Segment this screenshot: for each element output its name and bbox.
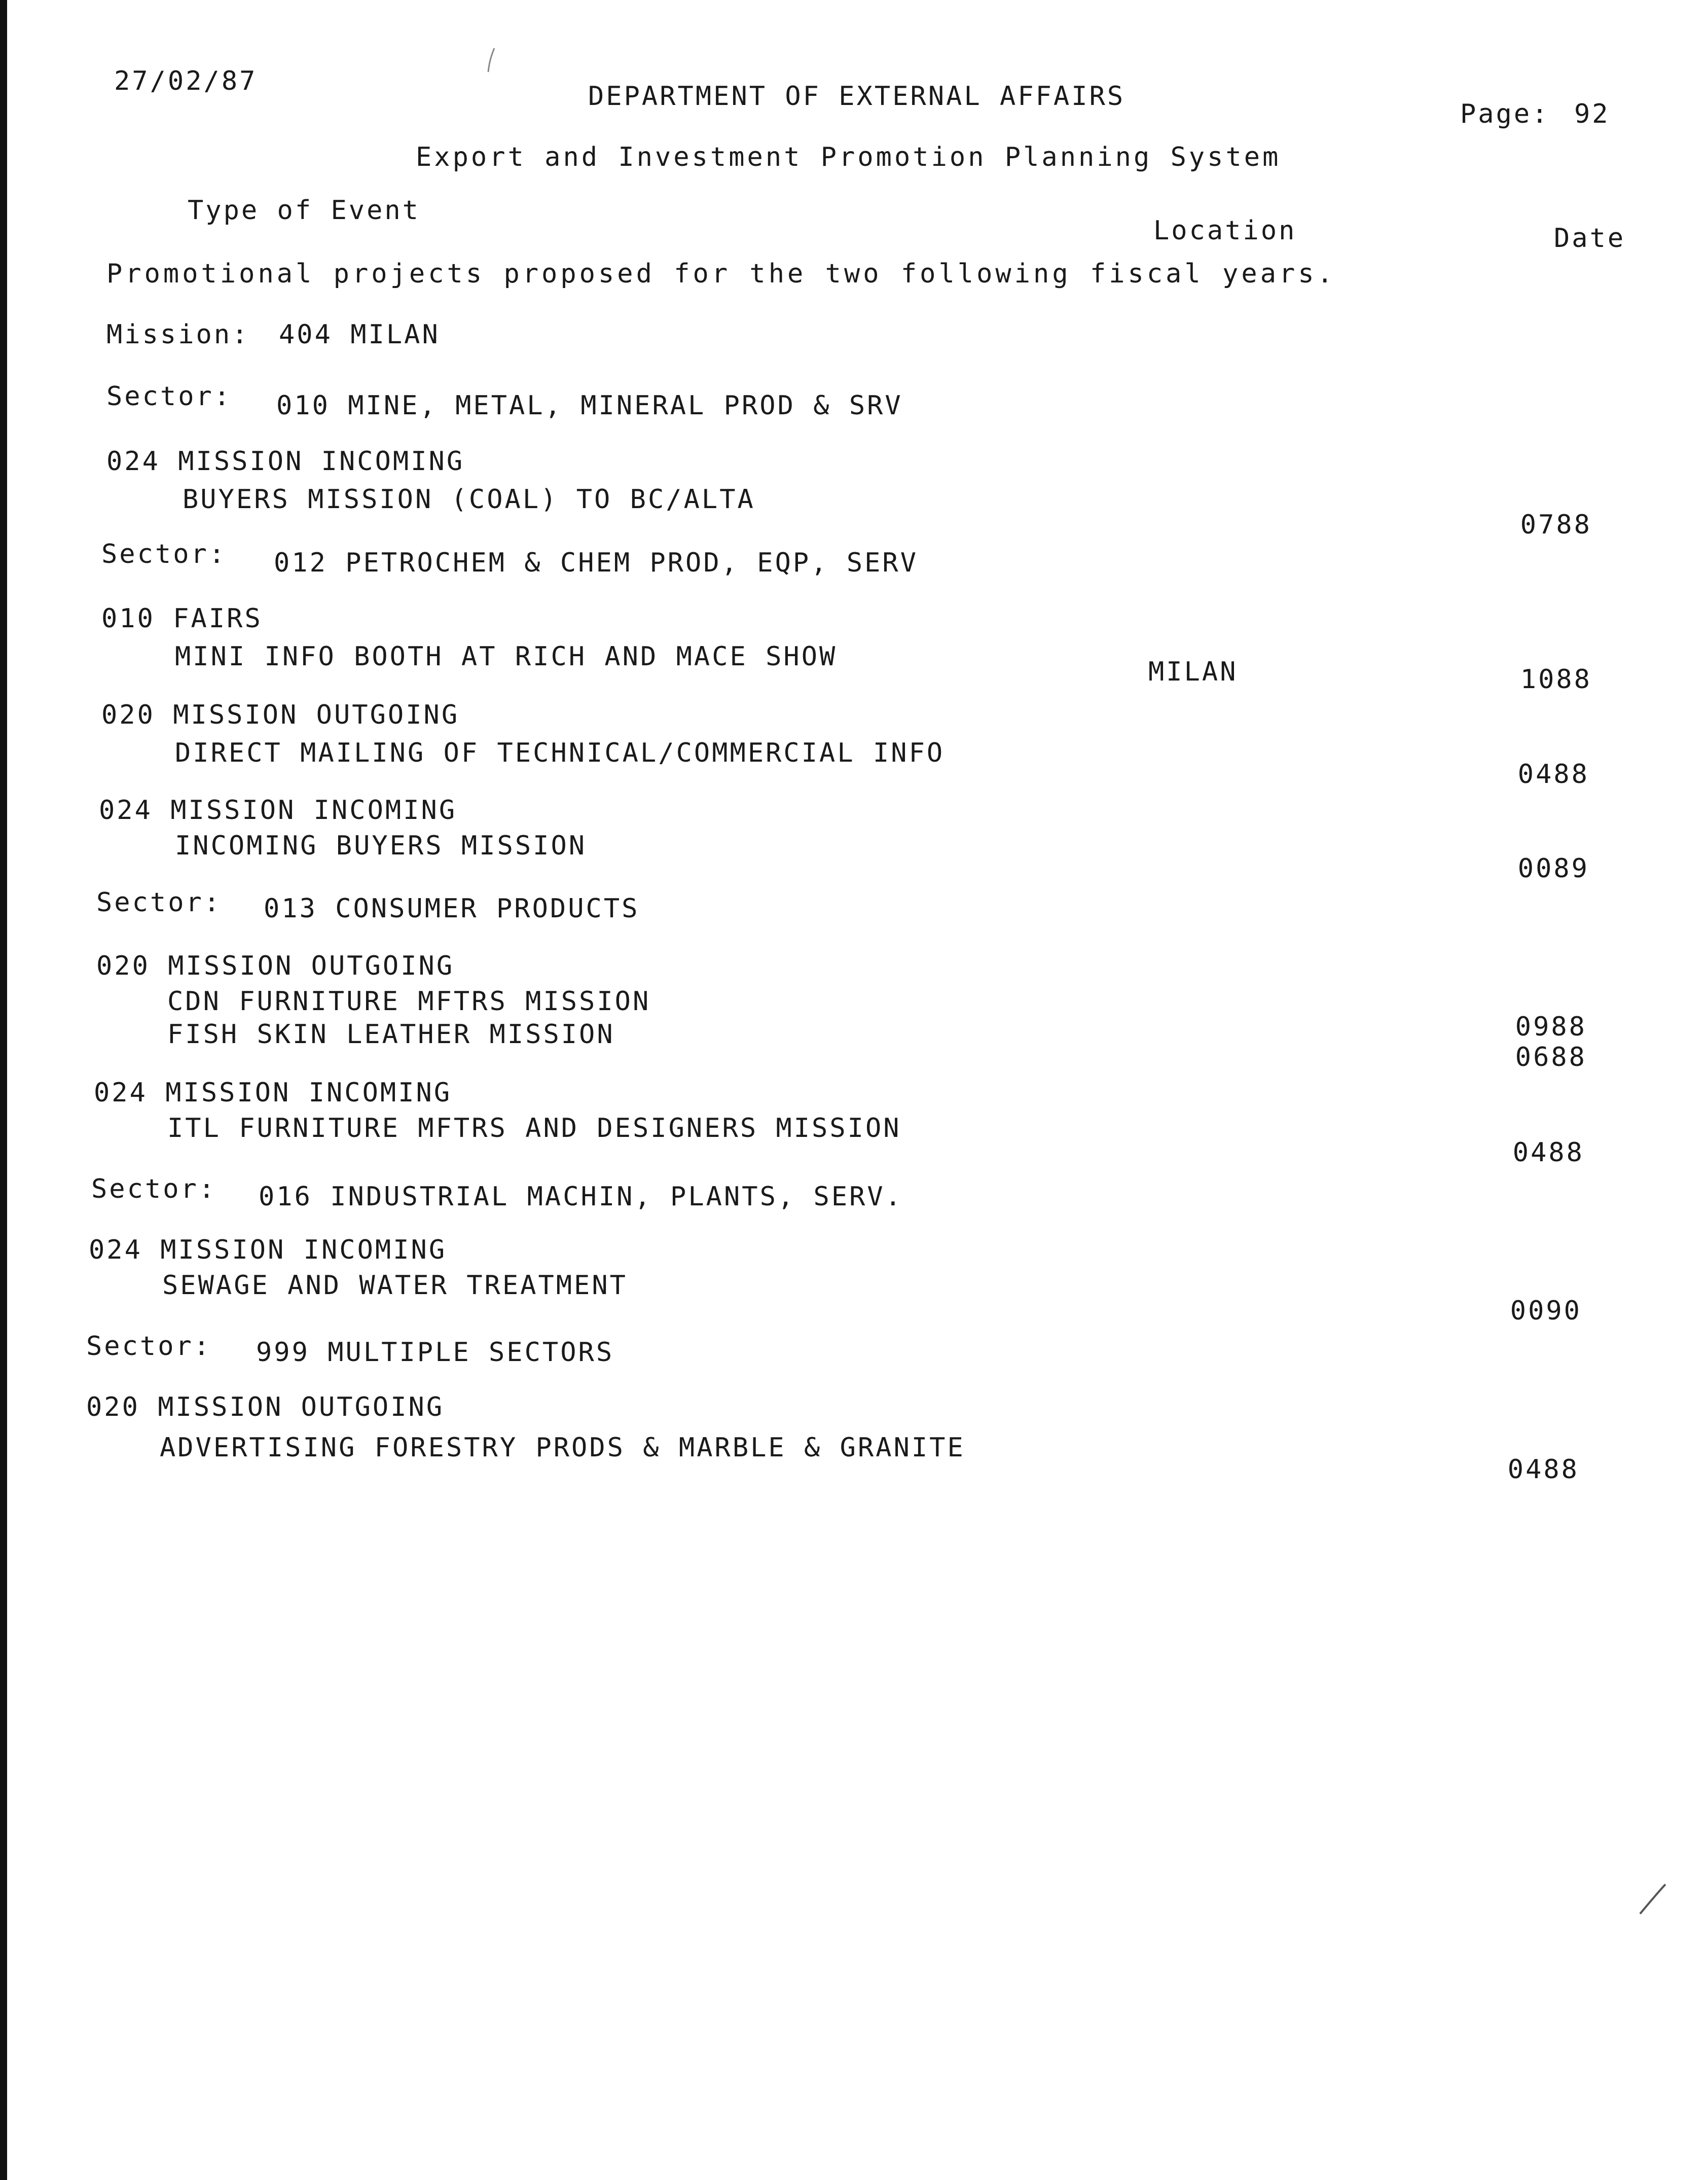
column-header-location: Location: [1153, 216, 1297, 246]
mission-value: 404 MILAN: [279, 319, 440, 350]
sector-name: 013 CONSUMER PRODUCTS: [264, 894, 640, 924]
project-date: 0090: [1510, 1296, 1582, 1326]
sector-label: Sector:: [96, 887, 222, 918]
project-description: INCOMING BUYERS MISSION: [175, 831, 587, 861]
project-date: 0788: [1520, 510, 1592, 540]
sector-name: 010 MINE, METAL, MINERAL PROD & SRV: [276, 390, 903, 421]
event-type: 024 MISSION INCOMING: [106, 446, 465, 477]
department-title: DEPARTMENT OF EXTERNAL AFFAIRS: [588, 81, 1125, 112]
sector-name: 016 INDUSTRIAL MACHIN, PLANTS, SERV.: [259, 1182, 903, 1212]
event-type: 024 MISSION INCOMING: [89, 1235, 447, 1265]
project-description: DIRECT MAILING OF TECHNICAL/COMMERCIAL INFO: [175, 738, 945, 768]
sector-name: 012 PETROCHEM & CHEM PROD, EQP, SERV: [274, 548, 919, 578]
project-date: 0688: [1515, 1042, 1587, 1073]
pen-mark: [484, 46, 499, 76]
print-date: 27/02/87: [114, 66, 258, 96]
event-type: 020 MISSION OUTGOING: [96, 951, 455, 981]
binding-edge: [0, 0, 7, 2180]
event-type: 010 FAIRS: [101, 603, 263, 634]
sector-label: Sector:: [86, 1331, 212, 1362]
event-type: 020 MISSION OUTGOING: [101, 700, 460, 730]
sector-label: Sector:: [106, 381, 232, 412]
project-location: MILAN: [1148, 657, 1238, 687]
project-description: FISH SKIN LEATHER MISSION: [167, 1019, 615, 1050]
project-description: ITL FURNITURE MFTRS AND DESIGNERS MISSION: [167, 1113, 901, 1143]
column-header-type-of-event: Type of Event: [188, 195, 420, 226]
page-label: Page:: [1460, 99, 1550, 129]
project-date: 0488: [1517, 759, 1589, 790]
event-type: 024 MISSION INCOMING: [99, 795, 457, 826]
mission-label: Mission:: [106, 319, 250, 350]
project-date: 0988: [1515, 1012, 1587, 1042]
page-number: 92: [1574, 99, 1610, 129]
sector-label: Sector:: [101, 539, 227, 569]
project-date: 0488: [1512, 1137, 1584, 1168]
project-description: ADVERTISING FORESTRY PRODS & MARBLE & GRANITE: [160, 1433, 965, 1463]
system-title: Export and Investment Promotion Planning System: [416, 142, 1281, 172]
project-date: 0089: [1517, 853, 1589, 884]
sector-name: 999 MULTIPLE SECTORS: [256, 1337, 614, 1368]
intro-text: Promotional projects proposed for the two following fiscal years.: [106, 259, 1336, 289]
pen-mark: [1635, 1881, 1670, 1917]
project-date: 1088: [1520, 664, 1592, 695]
sector-label: Sector:: [91, 1174, 217, 1204]
column-header-date: Date: [1554, 223, 1626, 254]
project-description: BUYERS MISSION (COAL) TO BC/ALTA: [183, 484, 755, 515]
project-date: 0488: [1507, 1454, 1579, 1485]
project-description: SEWAGE AND WATER TREATMENT: [162, 1270, 628, 1301]
project-description: CDN FURNITURE MFTRS MISSION: [167, 986, 651, 1017]
event-type: 020 MISSION OUTGOING: [86, 1392, 445, 1422]
event-type: 024 MISSION INCOMING: [94, 1078, 452, 1108]
project-description: MINI INFO BOOTH AT RICH AND MACE SHOW: [175, 641, 838, 672]
